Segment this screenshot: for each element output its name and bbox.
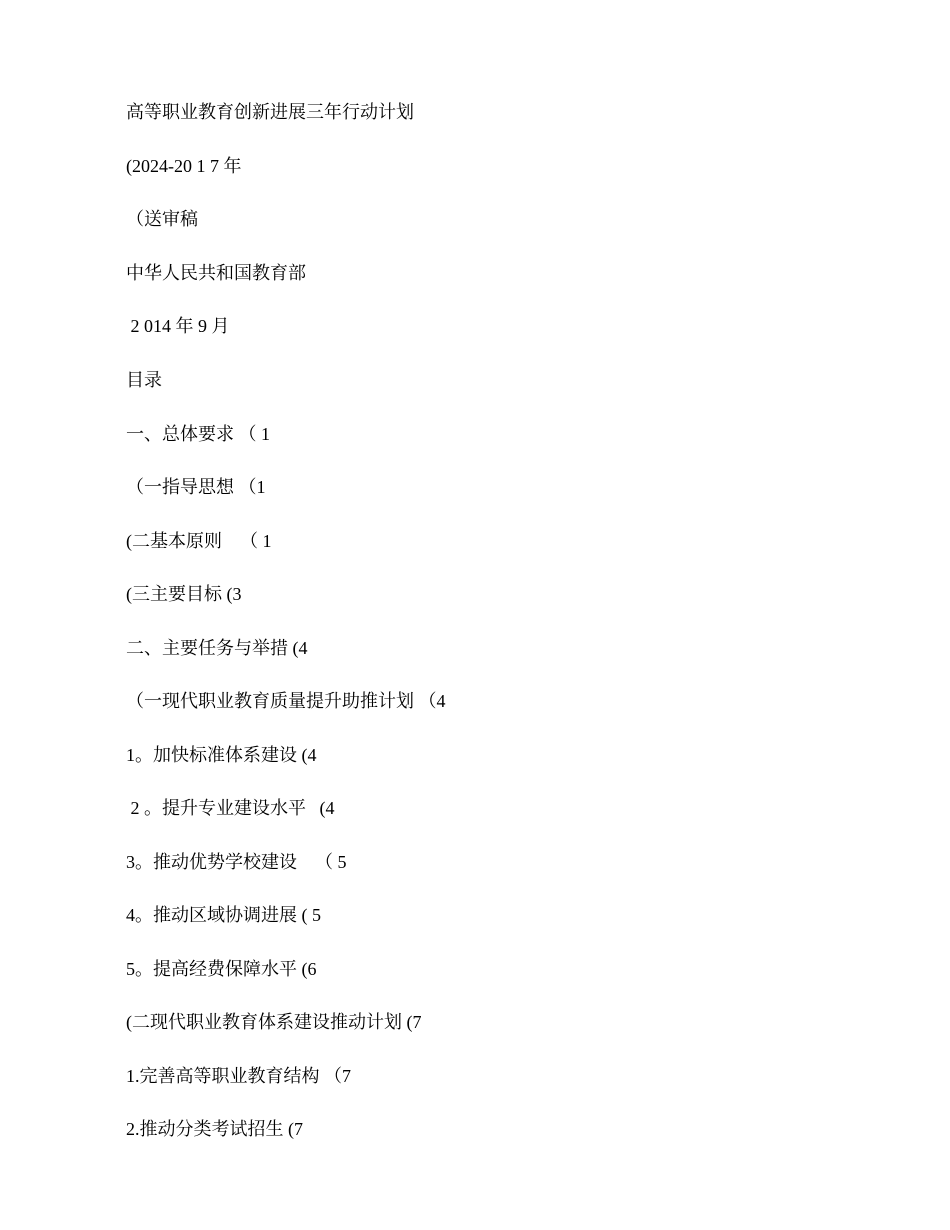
toc-entry: 4。推动区域协调进展 ( 5 bbox=[126, 905, 321, 925]
toc-entry: 1。加快标准体系建设 (4 bbox=[126, 745, 317, 765]
toc-entry: 1.完善高等职业教育结构 （7 bbox=[126, 1066, 351, 1086]
toc-entry: （一指导思想 （1 bbox=[126, 477, 266, 497]
toc-entry: (三主要目标 (3 bbox=[126, 584, 242, 604]
toc-entry: 2.推动分类考试招生 (7 bbox=[126, 1119, 303, 1139]
toc-entry: 3。推动优势学校建设 （ 5 bbox=[126, 852, 347, 872]
toc-entry: 二、主要任务与举措 (4 bbox=[126, 638, 308, 658]
toc-entry: 一、总体要求 （ 1 bbox=[126, 424, 270, 444]
toc-entry: （一现代职业教育质量提升助推计划 （4 bbox=[126, 691, 446, 711]
toc-heading: 目录 bbox=[126, 370, 162, 390]
toc-entry: (二基本原则 （ 1 bbox=[126, 531, 272, 551]
issue-date: 2 014 年 9 月 bbox=[126, 316, 230, 336]
issuing-authority: 中华人民共和国教育部 bbox=[126, 263, 306, 283]
document-title: 高等职业教育创新进展三年行动计划 bbox=[126, 102, 414, 122]
toc-entry: (二现代职业教育体系建设推动计划 (7 bbox=[126, 1012, 422, 1032]
toc-entry: 5。提高经费保障水平 (6 bbox=[126, 959, 317, 979]
draft-status: （送审稿 bbox=[126, 209, 198, 229]
toc-entry: 2 。提升专业建设水平 (4 bbox=[126, 798, 335, 818]
document-period: (2024-20 1 7 年 bbox=[126, 156, 242, 176]
